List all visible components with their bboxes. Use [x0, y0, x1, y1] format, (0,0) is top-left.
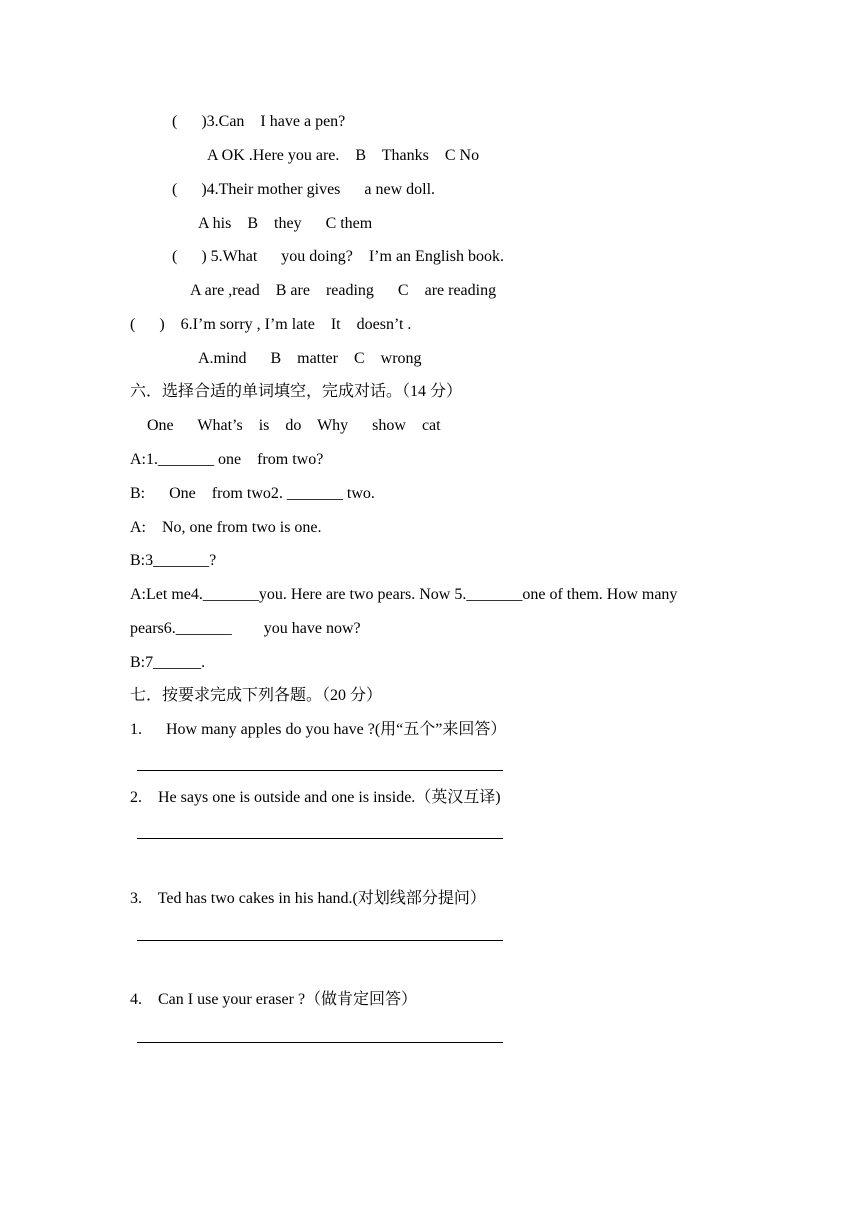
dialogue-line: A: No, one from two is one. — [130, 519, 322, 536]
answer-line-2[interactable] — [137, 838, 503, 839]
question-6: ( ) 6.I’m sorry , I’m late It doesn’t . — [130, 316, 412, 333]
dialogue-line: B:3_______? — [130, 552, 217, 569]
question-6-options: A.mind B matter C wrong — [198, 350, 422, 367]
dialogue-line: pears6._______ you have now? — [130, 620, 361, 637]
task-4: 4. Can I use your eraser ?（做肯定回答） — [130, 991, 418, 1008]
question-5-options: A are ,read B are reading C are reading — [190, 282, 497, 299]
dialogue-line: A:Let me4._______you. Here are two pears. Now 5._______one of them. How many — [130, 586, 678, 603]
task-3: 3. Ted has two cakes in his hand.(对划线部分提问） — [130, 890, 486, 907]
question-4-options: A his B they C them — [198, 215, 373, 232]
task-2: 2. He says one is outside and one is inside.（英汉互译) — [130, 789, 501, 806]
question-3-options: A OK .Here you are. B Thanks C No — [207, 147, 480, 164]
answer-line-1[interactable] — [137, 770, 503, 771]
section-6-heading: 六．选择合适的单词填空，完成对话。（14 分） — [130, 383, 463, 400]
question-3: ( )3.Can I have a pen? — [172, 113, 346, 130]
answer-line-3[interactable] — [137, 940, 503, 941]
section-7-heading: 七．按要求完成下列各题。（20 分） — [130, 687, 383, 704]
question-4: ( )4.Their mother gives a new doll. — [172, 181, 436, 198]
dialogue-line: A:1._______ one from two? — [130, 451, 324, 468]
dialogue-line: B: One from two2. _______ two. — [130, 485, 375, 502]
answer-line-4[interactable] — [137, 1042, 503, 1043]
task-1: 1. How many apples do you have ?(用“五个”来回答） — [130, 721, 507, 738]
dialogue-line: B:7______. — [130, 654, 206, 671]
word-bank: One What’s is do Why show cat — [147, 417, 441, 434]
question-5: ( ) 5.What you doing? I’m an English book. — [172, 248, 504, 265]
